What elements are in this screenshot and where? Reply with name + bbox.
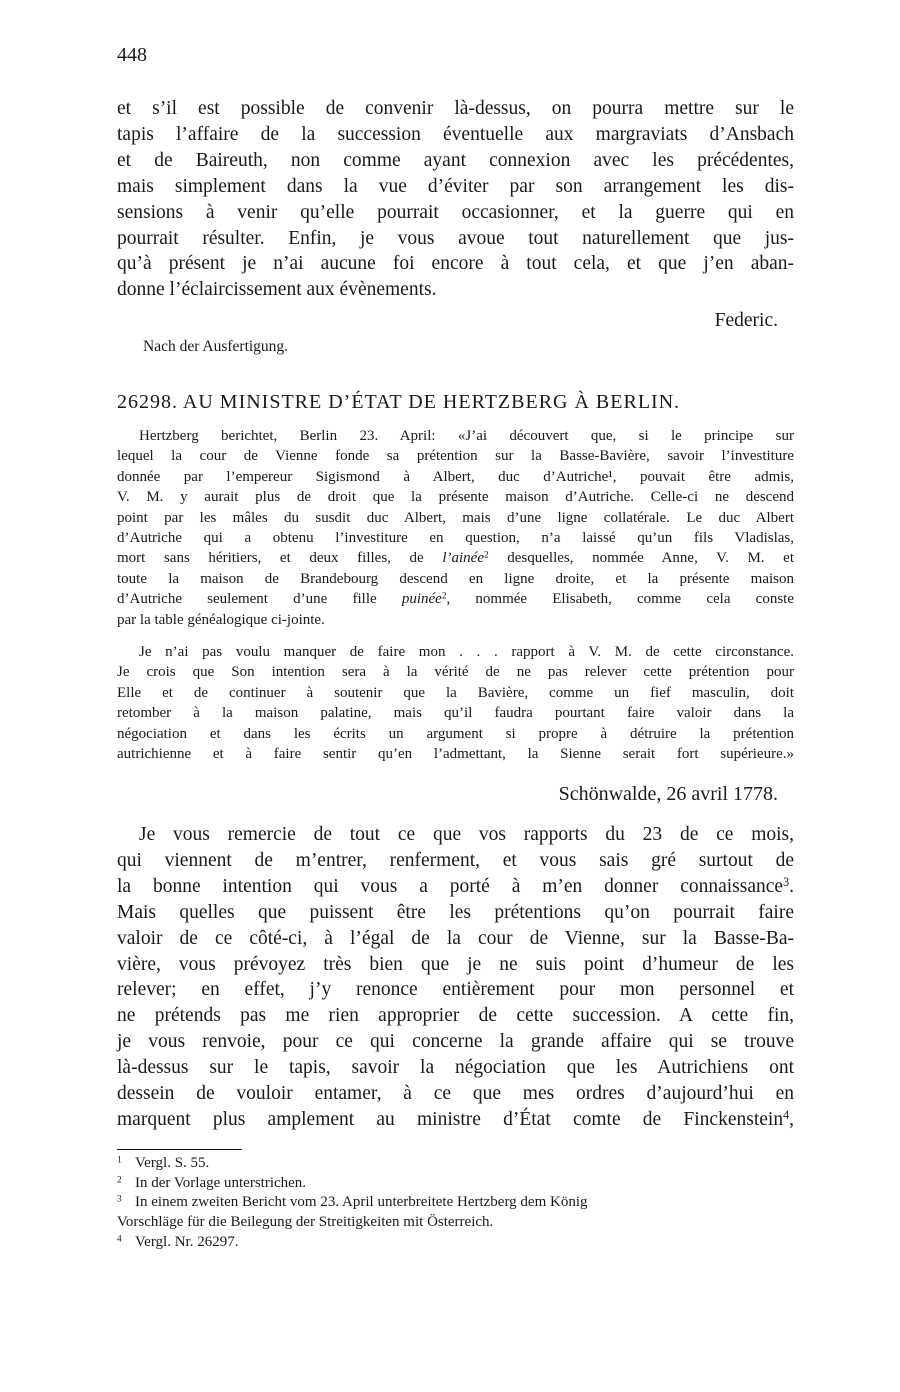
text-segment: d’Autriche seulement d’une fille xyxy=(117,591,402,608)
text-line: dessein de vouloir entamer, à ce que mes ordres d’aujourd’hui en xyxy=(117,1083,794,1105)
footnote-marker: 1 xyxy=(117,1155,122,1166)
text-line: donnée par l’empereur Sigismond à Albert, duc d’Autriche¹, pouvait être admis, xyxy=(117,468,794,485)
text-line-with-footnote xyxy=(117,1107,794,1133)
text-line: Je n’ai pas voulu manquer de faire mon . . . rapport à V. M. de cette circonstance. xyxy=(139,644,794,660)
italic-word-ainee: l’ainée xyxy=(442,550,484,567)
footnote-2 xyxy=(117,1174,797,1194)
footnote-marker: 4 xyxy=(117,1234,122,1245)
signature: Federic. xyxy=(714,310,778,331)
text-line: tapis l’affaire de la succession éventuelle aux margraviats d’Ansbach xyxy=(117,123,794,145)
text-line-with-italic xyxy=(117,589,794,609)
footnote-3 xyxy=(117,1193,797,1213)
text-line: retomber à la maison palatine, mais qu’il faudra pourtant faire valoir dans la xyxy=(117,705,794,722)
text-line: Je vous remercie de tout ce que vos rapports du 23 de ce mois, xyxy=(139,824,794,845)
text-line: toute la maison de Brandebourg descend en ligne droite, et la présente maison xyxy=(117,570,794,587)
footnotes xyxy=(117,1154,797,1253)
letter-body xyxy=(117,822,794,1133)
text-line: V. M. y aurait plus de droit que la présente maison d’Autriche. Celle-ci ne descend xyxy=(117,489,794,506)
opening-paragraph xyxy=(117,96,794,303)
document-heading: 26298. AU MINISTRE D’ÉTAT DE HERTZBERG À BERLIN. xyxy=(117,391,681,413)
text-line: lequel la cour de Vienne fonde sa prétention sur la Basse-Bavière, savoir l’investiture xyxy=(117,448,794,465)
footnote-text: Vergl. S. 55. xyxy=(135,1155,210,1171)
footnote-ref: 4 xyxy=(783,1107,790,1122)
footnote-4 xyxy=(117,1233,797,1253)
text-line: Je crois que Son intention sera à la vérité de ne pas relever cette prétention pour xyxy=(117,664,794,681)
text-line: mais simplement dans la vue d’éviter par son arrangement les dis- xyxy=(117,175,794,197)
italic-word-puinee: puinée xyxy=(401,591,442,608)
text-line: négociation et dans les écrits un argument si propre à détruire la prétention xyxy=(117,725,794,742)
text-segment: marquent plus amplement au ministre d’État comte de Finckenstein xyxy=(117,1108,784,1130)
text-line: ne prétends pas me rien approprier de cette succession. A cette fin, xyxy=(117,1005,794,1027)
text-line: donne l’éclaircissement aux évènements. xyxy=(117,279,437,301)
text-segment: . xyxy=(789,875,794,897)
footnote-text: In der Vorlage unterstrichen. xyxy=(135,1174,307,1191)
text-line: là-dessus sur le tapis, savoir la négociation que les Autrichiens ont xyxy=(117,1057,794,1079)
text-line: et de Baireuth, non comme ayant connexion avec les précédentes, xyxy=(117,149,794,171)
report-paragraph-2 xyxy=(117,642,794,764)
footnote-marker: 2 xyxy=(117,1175,122,1186)
footnote-1 xyxy=(117,1154,797,1174)
text-line: qu’à présent je n’ai aucune foi encore à tout cela, et que j’en aban- xyxy=(117,253,794,275)
text-line: Elle et de continuer à soutenir que la Bavière, comme un fief masculin, doit xyxy=(117,684,794,701)
text-segment: la bonne intention qui vous a porté à m’en donner connaissance xyxy=(117,875,784,897)
footnote-text: Vergl. Nr. 26297. xyxy=(135,1233,239,1250)
report-paragraph-1 xyxy=(117,426,794,630)
footnote-marker: 3 xyxy=(117,1194,122,1205)
page-number: 448 xyxy=(117,44,147,66)
text-line: je vous renvoie, pour ce qui concerne la grande affaire qui se trouve xyxy=(117,1031,794,1053)
text-line: vière, vous prévoyez très bien que je ne suis point d’humeur de les xyxy=(117,953,794,975)
footnote-3-continuation: Vorschläge für die Beilegung der Streitigkeiten mit Österreich. xyxy=(117,1214,494,1231)
text-line: sensions à venir qu’elle pourrait occasionner, et la guerre qui en xyxy=(117,201,794,223)
text-segment: , nommée Elisabeth, comme cela conste xyxy=(446,591,794,608)
footnote-ref: 2 xyxy=(483,550,489,561)
text-line: Hertzberg berichtet, Berlin 23. April: «J’ai découvert que, si le principe sur xyxy=(139,428,794,444)
text-segment: mort sans héritiers, et deux filles, de xyxy=(117,550,443,567)
text-line: pourrait résulter. Enfin, je vous avoue tout naturellement que jus- xyxy=(117,227,794,249)
text-line: valoir de ce côté-ci, à l’égal de la cour de Vienne, sur la Basse-Ba- xyxy=(117,927,794,949)
footnote-text: In einem zweiten Bericht vom 23. April unterbreitete Hertzberg dem König xyxy=(135,1194,588,1211)
text-line: point par les mâles du susdit duc Albert, mais d’une ligne collatérale. Le duc Albert xyxy=(117,509,794,526)
text-line: d’Autriche qui a obtenu l’investiture en question, n’a laissé qu’un fils Vladislas, xyxy=(117,530,794,547)
text-line: qui viennent de m’entrer, renferment, et vous sais gré surtout de xyxy=(117,849,794,871)
footnote-ref: 2 xyxy=(441,591,447,602)
place-date: Schönwalde, 26 avril 1778. xyxy=(558,783,778,805)
text-line: Mais quelles que puissent être les prétentions qu’on pourrait faire xyxy=(117,901,794,923)
text-line: et s’il est possible de convenir là-dessus, on pourra mettre sur le xyxy=(117,98,794,119)
text-segment: , xyxy=(789,1108,794,1130)
text-line: autrichienne et à faire sentir qu’en l’admettant, la Sienne serait fort supérieure.» xyxy=(117,746,794,763)
text-line: par la table généalogique ci-jointe. xyxy=(117,611,325,628)
footnote-ref: 3 xyxy=(783,874,790,889)
text-segment: desquelles, nommée Anne, V. M. et xyxy=(488,550,794,567)
source-note: Nach der Ausfertigung. xyxy=(143,338,289,355)
text-line-with-footnote xyxy=(117,874,794,900)
text-line: relever; en effet, j’y renonce entièrement pour mon personnel et xyxy=(117,979,794,1001)
text-line-with-italic xyxy=(117,548,794,568)
footnote-divider xyxy=(117,1149,242,1150)
